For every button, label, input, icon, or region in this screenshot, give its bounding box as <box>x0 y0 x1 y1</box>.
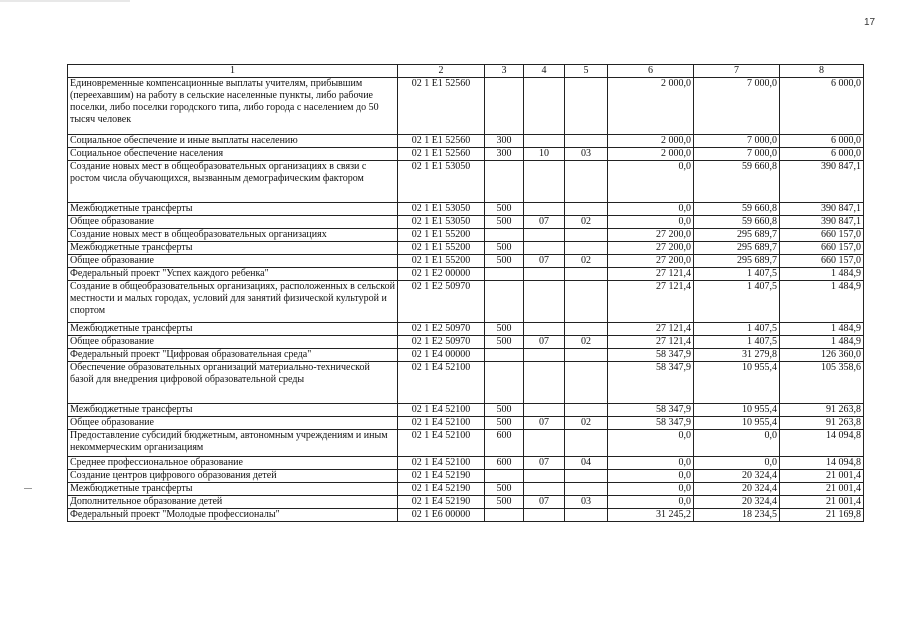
row-code-cell: 02 1 E4 52100 <box>398 457 485 470</box>
row-value-2021-cell: 91 263,8 <box>780 417 864 430</box>
table-row <box>68 362 864 404</box>
row-code-cell: 02 1 E4 52100 <box>398 404 485 417</box>
row-value-2020-cell: 59 660,8 <box>694 161 780 203</box>
row-section-cell <box>524 430 565 457</box>
table-row <box>68 470 864 483</box>
row-code-cell: 02 1 E1 52560 <box>398 148 485 161</box>
row-section-cell: 10 <box>524 148 565 161</box>
row-name-cell: Создание новых мест в общеобразовательных организациях в связи с ростом числа обучающихся, вызванным демографическим фактором <box>68 161 398 203</box>
row-value-2020-cell: 18 234,5 <box>694 509 780 522</box>
row-value-2019-cell: 0,0 <box>608 161 694 203</box>
row-section-cell <box>524 362 565 404</box>
row-name-cell: Создание новых мест в общеобразовательных организациях <box>68 229 398 242</box>
row-code-cell: 02 1 E2 50970 <box>398 281 485 323</box>
row-section-cell <box>524 135 565 148</box>
row-name-cell: Межбюджетные трансферты <box>68 242 398 255</box>
row-section-cell <box>524 470 565 483</box>
row-name-cell: Межбюджетные трансферты <box>68 483 398 496</box>
row-code-cell: 02 1 E1 52560 <box>398 78 485 135</box>
row-value-2019-cell: 0,0 <box>608 457 694 470</box>
row-subsection-cell <box>565 323 608 336</box>
table-row <box>68 336 864 349</box>
row-category-cell: 500 <box>485 417 524 430</box>
row-code-cell: 02 1 E1 53050 <box>398 203 485 216</box>
row-category-cell: 600 <box>485 430 524 457</box>
row-section-cell <box>524 323 565 336</box>
row-subsection-cell: 02 <box>565 216 608 229</box>
row-subsection-cell <box>565 203 608 216</box>
row-section-cell: 07 <box>524 336 565 349</box>
row-section-cell <box>524 203 565 216</box>
row-category-cell: 500 <box>485 404 524 417</box>
row-value-2021-cell: 105 358,6 <box>780 362 864 404</box>
row-value-2021-cell: 1 484,9 <box>780 281 864 323</box>
row-value-2019-cell: 2 000,0 <box>608 78 694 135</box>
row-code-cell: 02 1 E6 00000 <box>398 509 485 522</box>
row-subsection-cell <box>565 404 608 417</box>
row-value-2021-cell: 14 094,8 <box>780 430 864 457</box>
row-name-cell: Федеральный проект "Цифровая образовательная среда" <box>68 349 398 362</box>
row-category-cell <box>485 78 524 135</box>
row-name-cell: Предоставление субсидий бюджетным, автономным учреждениям и иным некоммерческим организациям <box>68 430 398 457</box>
row-value-2019-cell: 27 121,4 <box>608 268 694 281</box>
row-name-cell: Социальное обеспечение населения <box>68 148 398 161</box>
header-cell: 2 <box>398 65 485 78</box>
row-value-2021-cell: 390 847,1 <box>780 216 864 229</box>
table-row <box>68 457 864 470</box>
row-value-2020-cell: 59 660,8 <box>694 216 780 229</box>
row-value-2019-cell: 27 200,0 <box>608 255 694 268</box>
row-value-2019-cell: 58 347,9 <box>608 362 694 404</box>
row-value-2019-cell: 58 347,9 <box>608 349 694 362</box>
row-value-2020-cell: 20 324,4 <box>694 470 780 483</box>
header-cell: 5 <box>565 65 608 78</box>
row-value-2020-cell: 7 000,0 <box>694 135 780 148</box>
row-section-cell <box>524 229 565 242</box>
row-subsection-cell <box>565 281 608 323</box>
row-code-cell: 02 1 E4 52190 <box>398 470 485 483</box>
row-name-cell: Общее образование <box>68 255 398 268</box>
row-value-2021-cell: 21 169,8 <box>780 509 864 522</box>
header-cell: 6 <box>608 65 694 78</box>
row-value-2019-cell: 31 245,2 <box>608 509 694 522</box>
page-number: 17 <box>864 17 876 28</box>
row-name-cell: Общее образование <box>68 417 398 430</box>
row-value-2019-cell: 0,0 <box>608 216 694 229</box>
row-section-cell <box>524 509 565 522</box>
row-value-2021-cell: 660 157,0 <box>780 255 864 268</box>
row-value-2021-cell: 390 847,1 <box>780 161 864 203</box>
row-name-cell: Межбюджетные трансферты <box>68 203 398 216</box>
row-section-cell <box>524 404 565 417</box>
row-value-2021-cell: 1 484,9 <box>780 268 864 281</box>
row-value-2019-cell: 0,0 <box>608 496 694 509</box>
row-value-2019-cell: 0,0 <box>608 470 694 483</box>
row-subsection-cell <box>565 135 608 148</box>
header-row <box>68 65 864 78</box>
row-value-2021-cell: 660 157,0 <box>780 242 864 255</box>
row-value-2019-cell: 0,0 <box>608 203 694 216</box>
table-row <box>68 229 864 242</box>
row-category-cell: 500 <box>485 483 524 496</box>
row-value-2020-cell: 1 407,5 <box>694 336 780 349</box>
row-name-cell: Социальное обеспечение и иные выплаты населению <box>68 135 398 148</box>
row-subsection-cell <box>565 78 608 135</box>
row-value-2021-cell: 6 000,0 <box>780 148 864 161</box>
row-section-cell: 07 <box>524 417 565 430</box>
row-section-cell <box>524 268 565 281</box>
row-section-cell <box>524 483 565 496</box>
row-section-cell <box>524 242 565 255</box>
table-row <box>68 430 864 457</box>
row-category-cell: 500 <box>485 496 524 509</box>
row-value-2020-cell: 0,0 <box>694 430 780 457</box>
row-value-2021-cell: 1 484,9 <box>780 336 864 349</box>
row-value-2019-cell: 2 000,0 <box>608 148 694 161</box>
row-subsection-cell: 02 <box>565 255 608 268</box>
row-subsection-cell: 02 <box>565 417 608 430</box>
row-section-cell <box>524 281 565 323</box>
row-name-cell: Среднее профессиональное образование <box>68 457 398 470</box>
row-value-2019-cell: 27 121,4 <box>608 281 694 323</box>
row-code-cell: 02 1 E4 52100 <box>398 362 485 404</box>
row-value-2020-cell: 20 324,4 <box>694 483 780 496</box>
row-code-cell: 02 1 E2 50970 <box>398 336 485 349</box>
header-cell: 1 <box>68 65 398 78</box>
table-row <box>68 203 864 216</box>
row-subsection-cell: 02 <box>565 336 608 349</box>
row-value-2020-cell: 10 955,4 <box>694 404 780 417</box>
row-category-cell: 300 <box>485 135 524 148</box>
row-value-2020-cell: 31 279,8 <box>694 349 780 362</box>
row-name-cell: Единовременные компенсационные выплаты учителям, прибывшим (переехавшим) на работу в сельские населенные пункты, либо рабочие поселки, либо поселки городского типа, либо города с населением до 50 тысяч человек <box>68 78 398 135</box>
row-value-2020-cell: 295 689,7 <box>694 242 780 255</box>
row-value-2019-cell: 27 200,0 <box>608 242 694 255</box>
row-section-cell: 07 <box>524 216 565 229</box>
row-name-cell: Создание в общеобразовательных организациях, расположенных в сельской местности и малых городах, условий для занятий физической культурой и спортом <box>68 281 398 323</box>
table-row <box>68 281 864 323</box>
table-row <box>68 78 864 135</box>
row-code-cell: 02 1 E1 55200 <box>398 229 485 242</box>
row-value-2021-cell: 21 001,4 <box>780 496 864 509</box>
row-code-cell: 02 1 E4 00000 <box>398 349 485 362</box>
row-category-cell <box>485 281 524 323</box>
table-row <box>68 483 864 496</box>
row-name-cell: Общее образование <box>68 216 398 229</box>
row-value-2020-cell: 10 955,4 <box>694 362 780 404</box>
row-subsection-cell <box>565 430 608 457</box>
table-row <box>68 496 864 509</box>
row-value-2020-cell: 0,0 <box>694 457 780 470</box>
row-category-cell: 500 <box>485 242 524 255</box>
row-section-cell: 07 <box>524 457 565 470</box>
row-value-2019-cell: 27 200,0 <box>608 229 694 242</box>
budget-table <box>67 64 864 522</box>
row-value-2020-cell: 10 955,4 <box>694 417 780 430</box>
row-code-cell: 02 1 E1 55200 <box>398 255 485 268</box>
row-value-2020-cell: 7 000,0 <box>694 78 780 135</box>
row-category-cell <box>485 268 524 281</box>
row-name-cell: Общее образование <box>68 336 398 349</box>
row-category-cell <box>485 470 524 483</box>
row-category-cell: 500 <box>485 203 524 216</box>
row-subsection-cell <box>565 242 608 255</box>
row-name-cell: Федеральный проект "Молодые профессионалы" <box>68 509 398 522</box>
row-category-cell <box>485 362 524 404</box>
row-subsection-cell: 03 <box>565 496 608 509</box>
row-subsection-cell <box>565 509 608 522</box>
row-name-cell: Федеральный проект "Успех каждого ребенка" <box>68 268 398 281</box>
table-row <box>68 509 864 522</box>
row-name-cell: Обеспечение образовательных организаций материально-технической базой для внедрения цифровой образовательной среды <box>68 362 398 404</box>
table-row <box>68 242 864 255</box>
row-value-2020-cell: 20 324,4 <box>694 496 780 509</box>
row-subsection-cell: 04 <box>565 457 608 470</box>
row-value-2021-cell: 126 360,0 <box>780 349 864 362</box>
row-value-2020-cell: 1 407,5 <box>694 281 780 323</box>
row-value-2020-cell: 1 407,5 <box>694 323 780 336</box>
row-value-2019-cell: 0,0 <box>608 483 694 496</box>
row-value-2019-cell: 58 347,9 <box>608 404 694 417</box>
table-row <box>68 417 864 430</box>
margin-mark <box>24 488 32 489</box>
row-subsection-cell <box>565 470 608 483</box>
row-code-cell: 02 1 E1 52560 <box>398 135 485 148</box>
row-code-cell: 02 1 E2 00000 <box>398 268 485 281</box>
row-section-cell: 07 <box>524 496 565 509</box>
table-row <box>68 323 864 336</box>
scan-edge <box>0 0 130 2</box>
row-category-cell: 500 <box>485 255 524 268</box>
row-section-cell: 07 <box>524 255 565 268</box>
row-section-cell <box>524 349 565 362</box>
row-category-cell: 300 <box>485 148 524 161</box>
row-category-cell: 500 <box>485 216 524 229</box>
table-row <box>68 255 864 268</box>
row-value-2020-cell: 59 660,8 <box>694 203 780 216</box>
row-category-cell <box>485 161 524 203</box>
table-body <box>68 78 864 522</box>
row-value-2021-cell: 21 001,4 <box>780 483 864 496</box>
row-subsection-cell <box>565 349 608 362</box>
row-name-cell: Межбюджетные трансферты <box>68 323 398 336</box>
row-code-cell: 02 1 E4 52190 <box>398 483 485 496</box>
header-cell: 8 <box>780 65 864 78</box>
row-category-cell <box>485 229 524 242</box>
table-row <box>68 216 864 229</box>
row-category-cell: 500 <box>485 336 524 349</box>
row-code-cell: 02 1 E4 52100 <box>398 417 485 430</box>
row-subsection-cell: 03 <box>565 148 608 161</box>
row-code-cell: 02 1 E4 52190 <box>398 496 485 509</box>
row-category-cell: 500 <box>485 323 524 336</box>
row-subsection-cell <box>565 229 608 242</box>
table-row <box>68 161 864 203</box>
row-value-2021-cell: 91 263,8 <box>780 404 864 417</box>
table-row <box>68 404 864 417</box>
row-section-cell <box>524 78 565 135</box>
row-value-2021-cell: 14 094,8 <box>780 457 864 470</box>
header-cell: 3 <box>485 65 524 78</box>
row-subsection-cell <box>565 161 608 203</box>
row-name-cell: Дополнительное образование детей <box>68 496 398 509</box>
row-category-cell: 600 <box>485 457 524 470</box>
row-subsection-cell <box>565 362 608 404</box>
row-value-2019-cell: 58 347,9 <box>608 417 694 430</box>
row-value-2021-cell: 390 847,1 <box>780 203 864 216</box>
row-code-cell: 02 1 E1 53050 <box>398 216 485 229</box>
row-value-2021-cell: 6 000,0 <box>780 135 864 148</box>
table-row <box>68 268 864 281</box>
table-row <box>68 148 864 161</box>
row-name-cell: Создание центров цифрового образования детей <box>68 470 398 483</box>
row-value-2019-cell: 27 121,4 <box>608 336 694 349</box>
row-category-cell <box>485 509 524 522</box>
row-code-cell: 02 1 E1 53050 <box>398 161 485 203</box>
header-cell: 4 <box>524 65 565 78</box>
row-value-2020-cell: 295 689,7 <box>694 255 780 268</box>
header-cell: 7 <box>694 65 780 78</box>
row-value-2021-cell: 660 157,0 <box>780 229 864 242</box>
table-row <box>68 135 864 148</box>
row-value-2020-cell: 7 000,0 <box>694 148 780 161</box>
row-value-2020-cell: 1 407,5 <box>694 268 780 281</box>
table-row <box>68 349 864 362</box>
row-name-cell: Межбюджетные трансферты <box>68 404 398 417</box>
row-code-cell: 02 1 E1 55200 <box>398 242 485 255</box>
row-value-2019-cell: 0,0 <box>608 430 694 457</box>
row-section-cell <box>524 161 565 203</box>
row-code-cell: 02 1 E4 52100 <box>398 430 485 457</box>
row-code-cell: 02 1 E2 50970 <box>398 323 485 336</box>
row-value-2021-cell: 1 484,9 <box>780 323 864 336</box>
row-value-2020-cell: 295 689,7 <box>694 229 780 242</box>
row-value-2021-cell: 6 000,0 <box>780 78 864 135</box>
row-subsection-cell <box>565 268 608 281</box>
row-value-2021-cell: 21 001,4 <box>780 470 864 483</box>
row-subsection-cell <box>565 483 608 496</box>
row-value-2019-cell: 2 000,0 <box>608 135 694 148</box>
row-category-cell <box>485 349 524 362</box>
row-value-2019-cell: 27 121,4 <box>608 323 694 336</box>
